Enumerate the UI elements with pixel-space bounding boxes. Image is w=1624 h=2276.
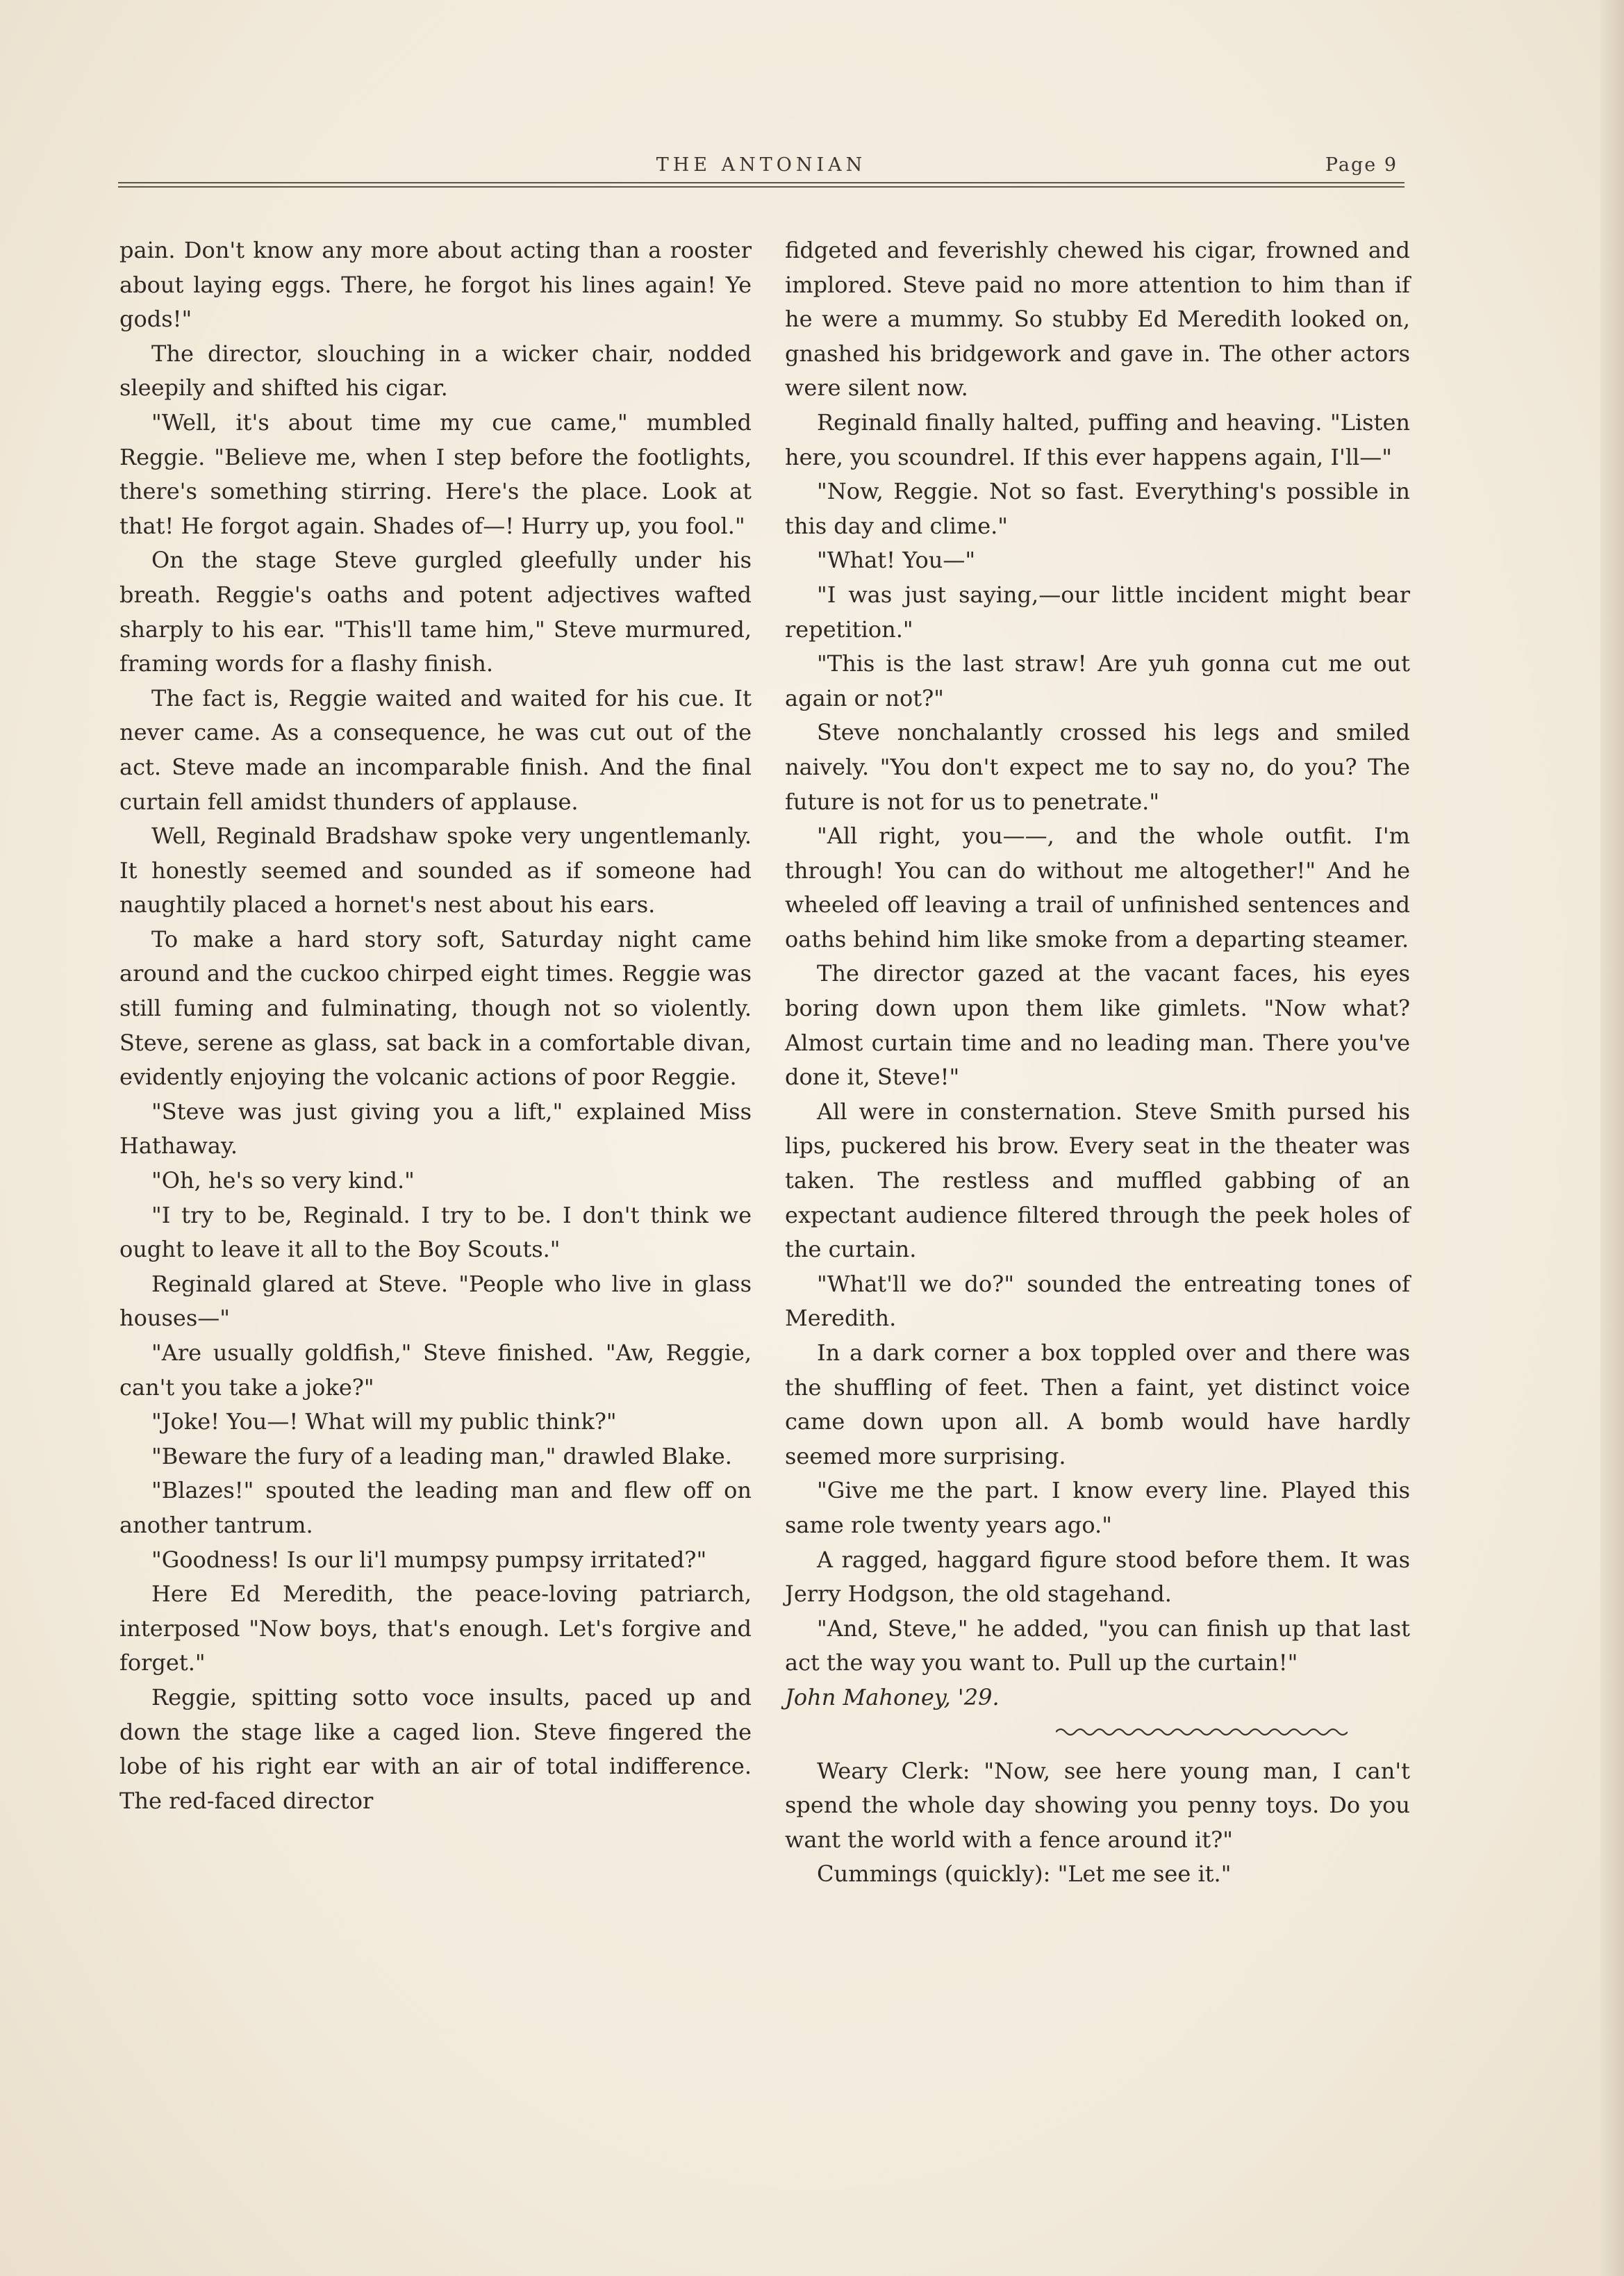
- header-rule: [118, 182, 1405, 183]
- paragraph: "Well, it's about time my cue came," mumbled Reggie. "Believe me, when I step before the footlights, there's something stirring. Here's the place. Look at that! He forgot again. Shades of—! Hurry up, you fool.": [119, 409, 752, 539]
- paragraph: "Joke! You—! What will my public think?": [151, 1408, 617, 1435]
- paragraph: All were in consternation. Steve Smith pursed his lips, puckered his brow. Every seat in the theater was taken. The restless and muffled gabbing of an expectant audience filtered through the peek holes of the curtain.: [785, 1098, 1410, 1263]
- paragraph: Here Ed Meredith, the peace-loving patriarch, interposed "Now boys, that's enough. Let's forgive and forget.": [119, 1581, 752, 1676]
- paragraph: Reginald finally halted, puffing and heaving. "Listen here, you scoundrel. If this ever happens again, I'll—": [785, 409, 1410, 470]
- paragraph: "And, Steve," he added, "you can finish up that last act the way you want to. Pull up the curtain!": [785, 1615, 1410, 1676]
- paragraph: "I was just saying,—our little incident might bear repetition.": [785, 581, 1410, 643]
- right-column: [785, 233, 1410, 1892]
- paragraph: Steve nonchalantly crossed his legs and smiled naively. "You don't expect me to say no, do you? The future is not for us to penetrate.": [785, 719, 1410, 815]
- author-byline: John Mahoney, '29.: [785, 1683, 1000, 1710]
- joke-paragraph: Weary Clerk: "Now, see here young man, I can't spend the whole day showing you penny toys. Do you want the world with a fence around it?": [785, 1757, 1410, 1853]
- paragraph: In a dark corner a box toppled over and there was the shuffling of feet. Then a faint, yet distinct voice came down upon all. A bomb would have hardly seemed more surprising.: [785, 1339, 1410, 1469]
- paragraph: Well, Reginald Bradshaw spoke very ungentlemanly. It honestly seemed and sounded as if someone had naughtily placed a hornet's nest about his ears.: [119, 823, 752, 918]
- paragraph: fidgeted and feverishly chewed his cigar, frowned and implored. Steve paid no more attention to him than if he were a mummy. So stubby Ed Meredith looked on, gnashed his bridgework and gave in. The other actors were silent now.: [785, 237, 1410, 402]
- paragraph: "Are usually goldfish," Steve finished. "Aw, Reggie, can't you take a joke?": [119, 1339, 752, 1401]
- paragraph: "Blazes!" spouted the leading man and flew off on another tantrum.: [119, 1477, 752, 1538]
- paragraph: "Now, Reggie. Not so fast. Everything's possible in this day and clime.": [785, 478, 1410, 539]
- joke-paragraph: Cummings (quickly): "Let me see it.": [817, 1861, 1232, 1888]
- paragraph: pain. Don't know any more about acting than a rooster about laying eggs. There, he forgot his lines again! Ye gods!": [119, 237, 752, 333]
- paragraph: The fact is, Reggie waited and waited for his cue. It never came. As a consequence, he was cut out of the act. Steve made an incomparable finish. And the final curtain fell amidst thunders of applause.: [119, 684, 752, 815]
- page-header: [118, 154, 1405, 182]
- paragraph: "I try to be, Reginald. I try to be. I don't think we ought to leave it all to the Boy Scouts.": [119, 1201, 752, 1263]
- running-title: THE ANTONIAN: [656, 154, 867, 176]
- page-number: Page 9: [1325, 154, 1398, 176]
- paragraph: "What'll we do?" sounded the entreating tones of Meredith.: [785, 1270, 1410, 1332]
- wavy-divider: [1056, 1725, 1348, 1739]
- page-edge-shadow: [1600, 0, 1624, 2276]
- header-rule-double: [118, 186, 1405, 188]
- paragraph: Reginald glared at Steve. "People who live in glass houses—": [119, 1270, 752, 1332]
- paragraph: "Steve was just giving you a lift," explained Miss Hathaway.: [119, 1098, 752, 1160]
- paragraph: To make a hard story soft, Saturday night came around and the cuckoo chirped eight times. Reggie was still fuming and fulminating, though not so violently. Steve, serene as glass, sat back in a comfortable divan, evidently enjoying the volcanic actions of poor Reggie.: [119, 925, 752, 1091]
- paragraph: "Goodness! Is our li'l mumpsy pumpsy irritated?": [151, 1546, 707, 1573]
- paragraph: "All right, you——, and the whole outfit. I'm through! You can do without me altogether!" And he wheeled off leaving a trail of unfinished sentences and oaths behind him like smoke from a departing steamer.: [785, 823, 1410, 953]
- left-column: [119, 233, 752, 1818]
- paragraph: "Oh, he's so very kind.": [151, 1167, 415, 1194]
- paragraph: "Give me the part. I know every line. Played this same role twenty years ago.": [785, 1477, 1410, 1538]
- paragraph: The director gazed at the vacant faces, his eyes boring down upon them like gimlets. "Now what? Almost curtain time and no leading man. There you've done it, Steve!": [785, 960, 1410, 1091]
- paragraph: "This is the last straw! Are yuh gonna cut me out again or not?": [785, 650, 1410, 711]
- paragraph: "What! You—": [817, 547, 976, 574]
- paragraph: The director, slouching in a wicker chair, nodded sleepily and shifted his cigar.: [119, 340, 752, 402]
- paragraph: On the stage Steve gurgled gleefully under his breath. Reggie's oaths and potent adjectives wafted sharply to his ear. "This'll tame him," Steve murmured, framing words for a flashy finish.: [119, 547, 752, 677]
- paragraph: "Beware the fury of a leading man," drawled Blake.: [151, 1442, 732, 1469]
- paragraph: Reggie, spitting sotto voce insults, paced up and down the stage like a caged lion. Steve fingered the lobe of his right ear with an air of total indifference. The red-faced director: [119, 1683, 752, 1814]
- paragraph: A ragged, haggard figure stood before them. It was Jerry Hodgson, the old stagehand.: [785, 1546, 1410, 1608]
